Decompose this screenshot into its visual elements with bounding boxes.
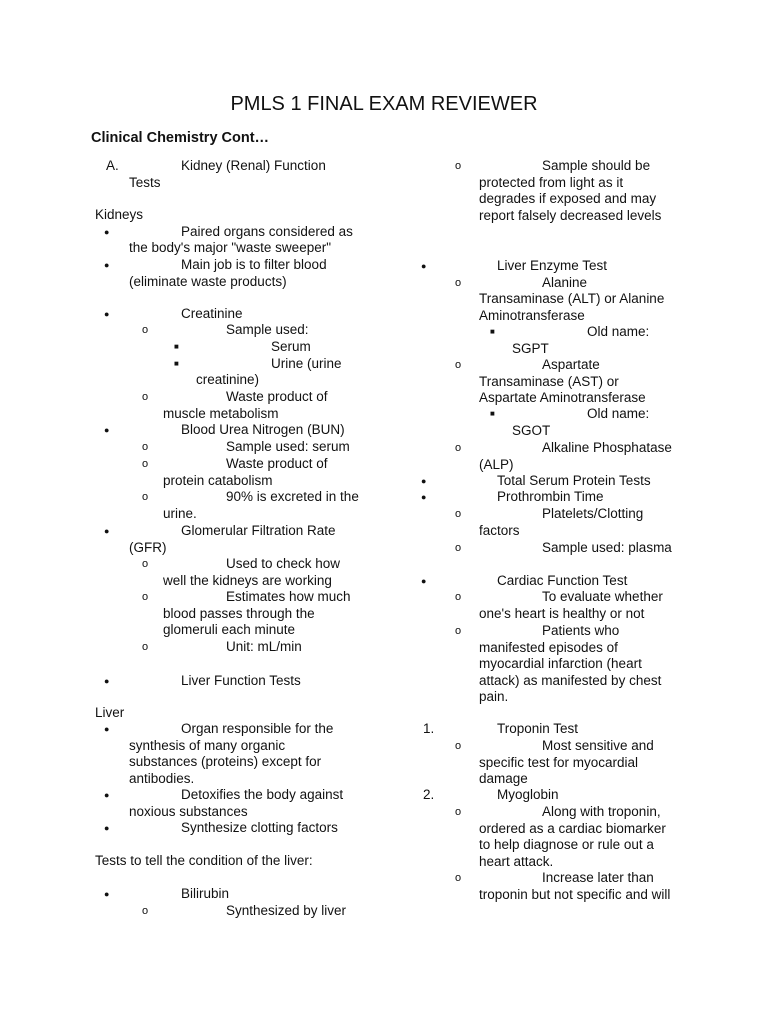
list-item-text: Increase later than	[542, 870, 654, 885]
circle-marker: o	[455, 277, 462, 289]
list-item-text: Paired organs considered as	[181, 224, 353, 239]
circle-marker: o	[455, 872, 462, 884]
list-item-text: (GFR)	[129, 540, 167, 555]
circle-marker: o	[142, 641, 149, 653]
circle-marker: o	[455, 740, 462, 752]
list-item-text: 90% is excreted in the	[226, 489, 359, 504]
list-item-text: Sample used: plasma	[542, 540, 672, 555]
circle-marker: o	[455, 160, 462, 172]
list-marker: A.	[106, 158, 119, 173]
list-item-text: To evaluate whether	[542, 589, 663, 604]
list-item-text: one's heart is healthy or not	[479, 606, 645, 621]
circle-marker: o	[455, 508, 462, 520]
list-item-text: pain.	[479, 689, 509, 704]
circle-marker: o	[142, 391, 149, 403]
page-title: PMLS 1 FINAL EXAM REVIEWER	[230, 93, 538, 115]
list-item-text: Sample should be	[542, 158, 651, 173]
list-item-text: Waste product of	[226, 456, 328, 471]
bullet-marker: ●	[104, 260, 110, 270]
section-title: Clinical Chemistry Cont…	[91, 130, 270, 146]
list-item-text: Sample used: serum	[226, 439, 350, 454]
circle-marker: o	[142, 558, 149, 570]
list-item-text: Old name:	[587, 324, 650, 339]
square-marker: ■	[490, 409, 495, 418]
list-item-text: troponin but not specific and will	[479, 887, 671, 902]
list-item-text: Along with troponin,	[542, 804, 661, 819]
list-item-text: the body's major "waste sweeper"	[129, 240, 332, 255]
list-item-text: Detoxifies the body against	[181, 787, 344, 802]
list-item-text: Total Serum Protein Tests	[497, 473, 651, 488]
bullet-marker: ●	[104, 889, 110, 899]
list-item-text: to help diagnose or rule out a	[479, 837, 654, 852]
bullet-marker: ●	[104, 790, 110, 800]
list-item-text: Aspartate Aminotransferase	[479, 390, 646, 405]
list-item-text: attack) as manifested by chest	[479, 673, 662, 688]
list-item-text: synthesis of many organic	[129, 738, 286, 753]
list-item-text: degrades if exposed and may	[479, 191, 657, 206]
bullet-marker: ●	[104, 823, 110, 833]
list-item-text: Synthesize clotting factors	[181, 820, 338, 835]
list-item-text: Creatinine	[181, 306, 243, 321]
section-heading: Kidneys	[95, 207, 144, 222]
list-item-text: Kidney (Renal) Function	[181, 158, 326, 173]
list-marker: 1.	[423, 721, 435, 736]
bullet-marker: ●	[421, 576, 427, 586]
list-item-text: Sample used:	[226, 322, 309, 337]
list-item-text: blood passes through the	[163, 606, 315, 621]
list-item-text: Patients who	[542, 623, 620, 638]
list-item-text: Liver Enzyme Test	[497, 258, 608, 273]
list-item-text: Cardiac Function Test	[497, 573, 628, 588]
list-item-text: heart attack.	[479, 854, 554, 869]
list-item-text: Used to check how	[226, 556, 341, 571]
list-item-text: SGPT	[512, 341, 549, 356]
list-item-text: Transaminase (ALT) or Alanine	[479, 291, 665, 306]
list-item-text: Urine (urine	[271, 356, 342, 371]
circle-marker: o	[455, 359, 462, 371]
list-item-text: Bilirubin	[181, 886, 230, 901]
bullet-marker: ●	[104, 227, 110, 237]
list-item-text: protein catabolism	[163, 473, 273, 488]
list-item-text: manifested episodes of	[479, 640, 618, 655]
list-item-text: Myoglobin	[497, 787, 559, 802]
list-item-text: SGOT	[512, 423, 551, 438]
list-item-text: Tests	[129, 175, 161, 190]
circle-marker: o	[142, 591, 149, 603]
bullet-marker: ●	[104, 724, 110, 734]
list-item-text: Aminotransferase	[479, 308, 585, 323]
list-item-text: Old name:	[587, 406, 650, 421]
circle-marker: o	[142, 491, 149, 503]
bullet-marker: ●	[421, 492, 427, 502]
bullet-marker: ●	[104, 526, 110, 536]
list-item-text: well the kidneys are working	[163, 573, 332, 588]
list-item-text: Most sensitive and	[542, 738, 654, 753]
list-item-text: specific test for myocardial	[479, 755, 639, 770]
section-heading: Tests to tell the condition of the liver:	[95, 853, 313, 868]
circle-marker: o	[455, 591, 462, 603]
bullet-marker: ●	[421, 261, 427, 271]
list-marker: 2.	[423, 787, 435, 802]
circle-marker: o	[142, 905, 149, 917]
list-item-text: damage	[479, 771, 528, 786]
list-item-text: Liver Function Tests	[181, 673, 301, 688]
list-item-text: Synthesized by liver	[226, 903, 347, 918]
square-marker: ■	[174, 359, 179, 368]
list-item-text: Main job is to filter blood	[181, 257, 327, 272]
list-item-text: ordered as a cardiac biomarker	[479, 821, 666, 836]
list-item-text: (ALP)	[479, 457, 514, 472]
list-item-text: Estimates how much	[226, 589, 351, 604]
list-item-text: antibodies.	[129, 771, 195, 786]
list-item-text: Organ responsible for the	[181, 721, 334, 736]
circle-marker: o	[142, 458, 149, 470]
list-item-text: creatinine)	[196, 372, 260, 387]
circle-marker: o	[455, 542, 462, 554]
list-item-text: Glomerular Filtration Rate	[181, 523, 336, 538]
list-item-text: Transaminase (AST) or	[479, 374, 619, 389]
list-item-text: muscle metabolism	[163, 406, 279, 421]
section-heading: Liver	[95, 705, 125, 720]
list-item-text: noxious substances	[129, 804, 248, 819]
circle-marker: o	[455, 806, 462, 818]
bullet-marker: ●	[104, 676, 110, 686]
list-item-text: Prothrombin Time	[497, 489, 604, 504]
list-item-text: Alkaline Phosphatase	[542, 440, 672, 455]
square-marker: ■	[174, 342, 179, 351]
list-item-text: Aspartate	[542, 357, 600, 372]
list-item-text: Platelets/Clotting	[542, 506, 644, 521]
list-item-text: report falsely decreased levels	[479, 208, 662, 223]
list-item-text: factors	[479, 523, 520, 538]
bullet-marker: ●	[421, 476, 427, 486]
list-item-text: Unit: mL/min	[226, 639, 302, 654]
bullet-marker: ●	[104, 425, 110, 435]
list-item-text: Troponin Test	[497, 721, 579, 736]
list-item-text: Waste product of	[226, 389, 328, 404]
circle-marker: o	[455, 625, 462, 637]
list-item-text: Serum	[271, 339, 311, 354]
list-item-text: (eliminate waste products)	[129, 274, 287, 289]
circle-marker: o	[455, 442, 462, 454]
list-item-text: Alanine	[542, 275, 588, 290]
bullet-marker: ●	[104, 309, 110, 319]
circle-marker: o	[142, 324, 149, 336]
square-marker: ■	[490, 327, 495, 336]
circle-marker: o	[142, 441, 149, 453]
list-item-text: Blood Urea Nitrogen (BUN)	[181, 422, 345, 437]
list-item-text: protected from light as it	[479, 175, 624, 190]
list-item-text: glomeruli each minute	[163, 622, 296, 637]
list-item-text: myocardial infarction (heart	[479, 656, 642, 671]
list-item-text: urine.	[163, 506, 197, 521]
list-item-text: substances (proteins) except for	[129, 754, 322, 769]
